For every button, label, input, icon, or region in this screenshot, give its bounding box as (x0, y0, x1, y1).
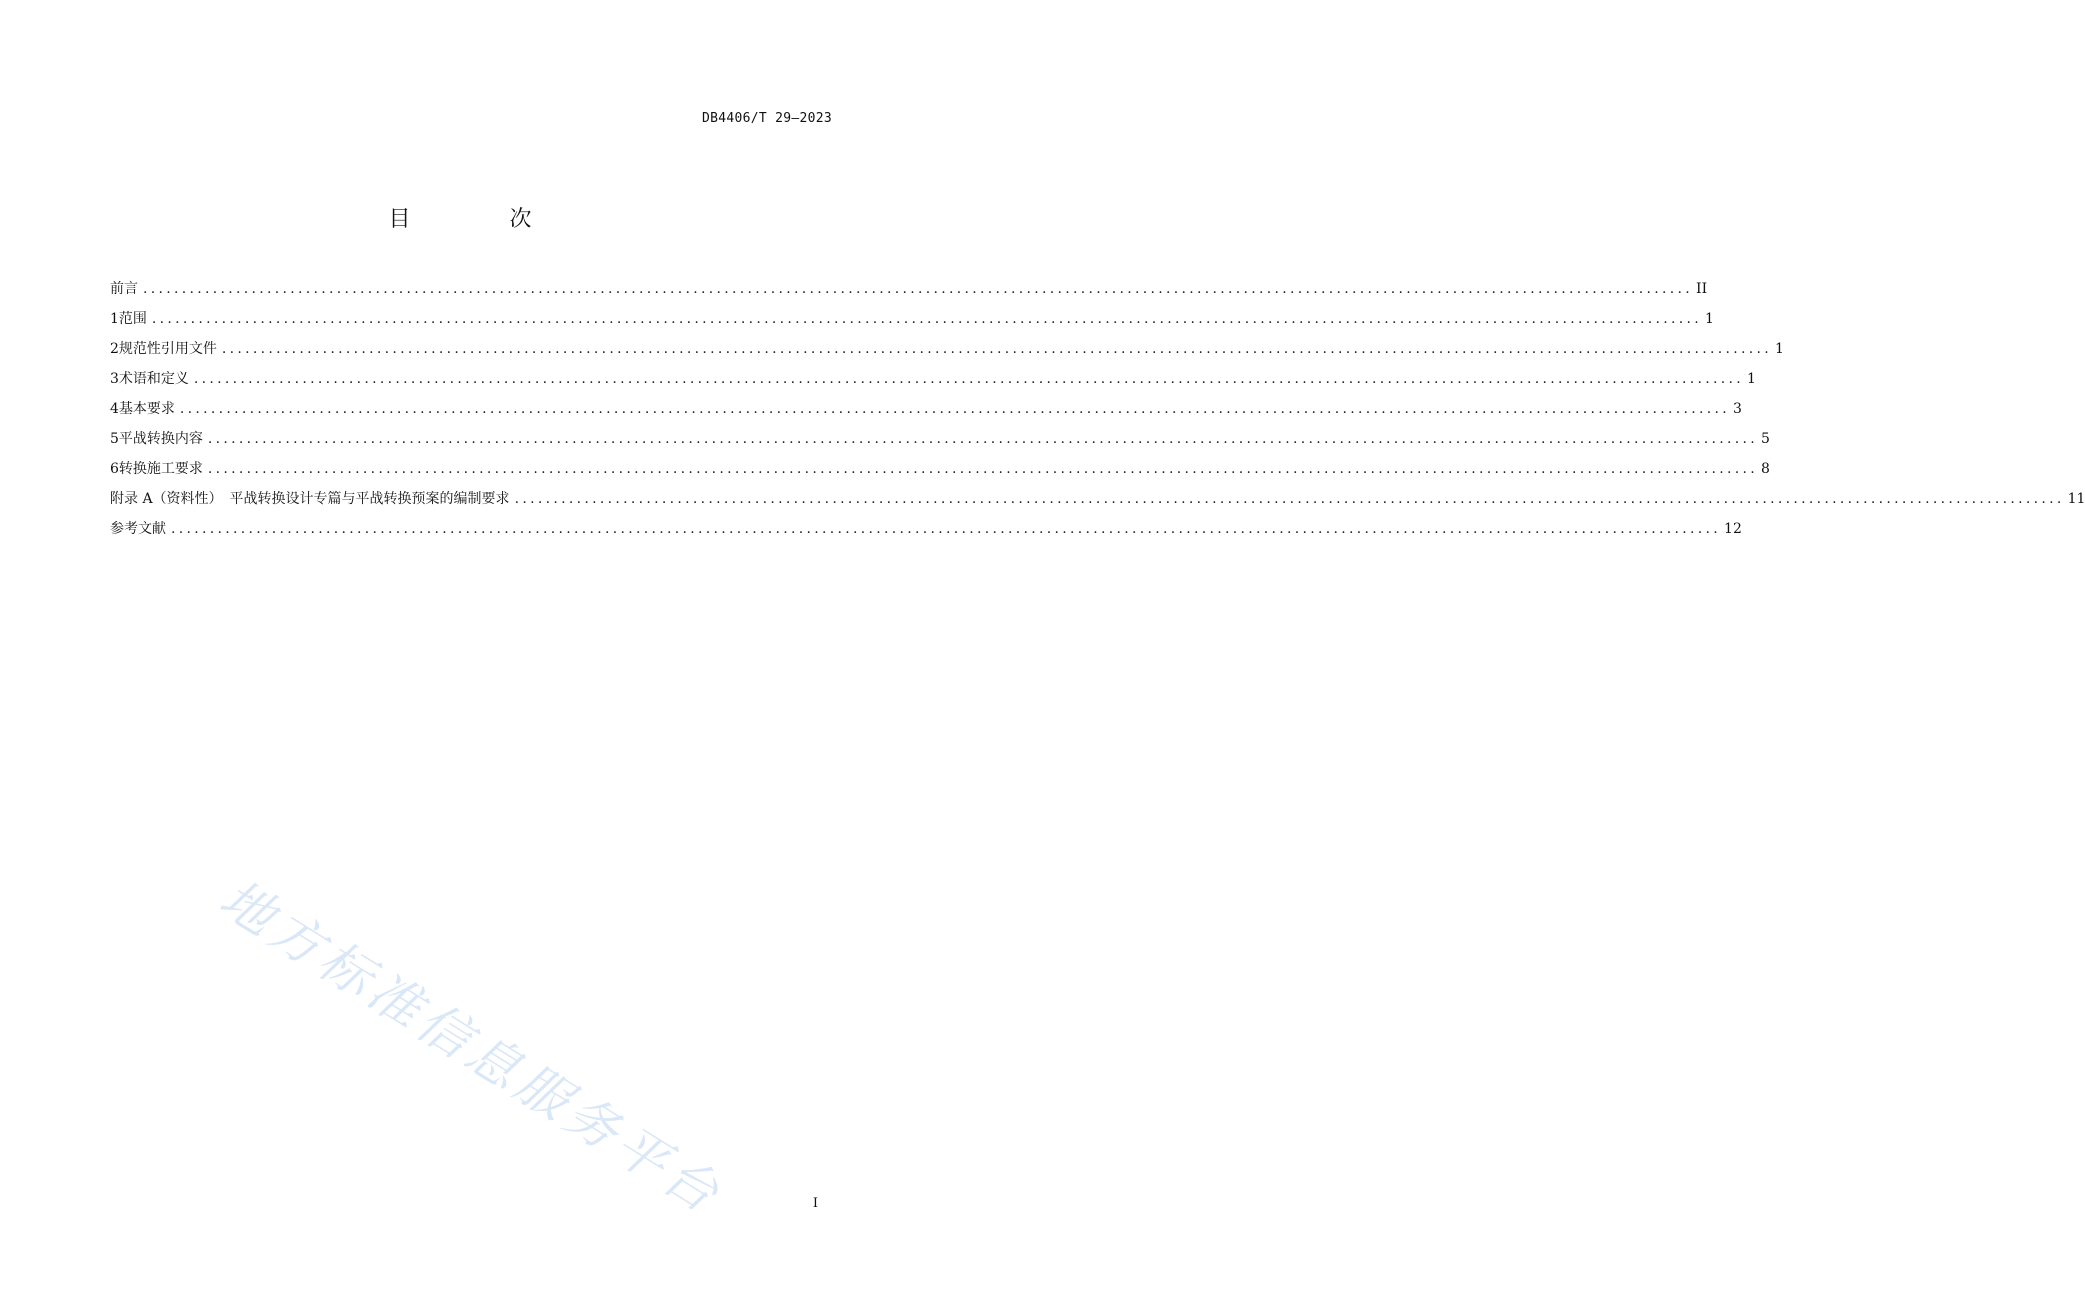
toc-page-number: 1 (1704, 311, 1714, 327)
toc-page-number: 11 (2067, 491, 2085, 507)
toc-entry-terms-definitions[interactable] (110, 368, 1756, 398)
toc-entry-basic-requirements[interactable] (110, 398, 1742, 428)
toc-leader: ........................................................................................................................................................................................................ (221, 341, 1772, 357)
toc-section-number: 2 (110, 341, 119, 357)
toc-label: 平战转换内容 (118, 431, 203, 447)
toc-label: 基本要求 (118, 401, 175, 417)
toc-label: 前言 (110, 281, 138, 297)
toc-leader: ........................................................................................................................................................................................................ (179, 401, 1730, 417)
toc-page-number: II (1696, 281, 1708, 297)
toc-leader: ........................................................................................................................................................................................................ (514, 491, 2065, 507)
toc-section-number: 3 (110, 371, 119, 387)
toc-entry-foreword[interactable] (110, 278, 1708, 308)
table-of-contents (110, 278, 2085, 548)
toc-page-number: 1 (1774, 341, 1784, 357)
toc-section-number: 5 (110, 431, 119, 447)
toc-leader: ........................................................................................................................................................................................................ (207, 461, 1758, 477)
toc-leader: ........................................................................................................................................................................................................ (151, 311, 1702, 327)
toc-section-number: 1 (110, 311, 119, 327)
toc-page-number: 12 (1724, 521, 1742, 537)
toc-leader: ........................................................................................................................................................................................................ (207, 431, 1758, 447)
toc-leader: ........................................................................................................................................................................................................ (193, 371, 1744, 387)
toc-entry-appendix-a[interactable] (110, 488, 2085, 518)
toc-page-number: 3 (1732, 401, 1742, 417)
watermark: 地方标准信息服务平台 (209, 868, 733, 1227)
toc-label: 参考文献 (110, 521, 166, 537)
toc-entry-scope[interactable] (110, 308, 1714, 338)
toc-entry-normative-references[interactable] (110, 338, 1784, 368)
toc-page-number: 5 (1760, 431, 1770, 447)
toc-leader: ........................................................................................................................................................................................................ (171, 521, 1722, 537)
page-title: 目 次 (388, 207, 578, 232)
toc-page-number: 1 (1746, 371, 1756, 387)
toc-entry-conversion-content[interactable] (110, 428, 1770, 458)
toc-section-number: 4 (110, 401, 119, 417)
page-number: I (812, 1196, 818, 1211)
toc-label: 转换施工要求 (118, 461, 203, 477)
toc-entry-bibliography[interactable] (110, 518, 1742, 548)
toc-page-number: 8 (1760, 461, 1770, 477)
toc-label: 附录 A（资料性） 平战转换设计专篇与平战转换预案的编制要求 (110, 491, 510, 507)
toc-label: 范围 (118, 311, 147, 327)
toc-entry-construction-requirements[interactable] (110, 458, 1770, 488)
toc-section-number: 6 (110, 461, 119, 477)
document-code: DB4406/T 29—2023 (701, 111, 832, 126)
toc-label: 规范性引用文件 (118, 341, 217, 357)
toc-leader: ........................................................................................................................................................................................................ (143, 281, 1694, 297)
toc-label: 术语和定义 (118, 371, 189, 387)
